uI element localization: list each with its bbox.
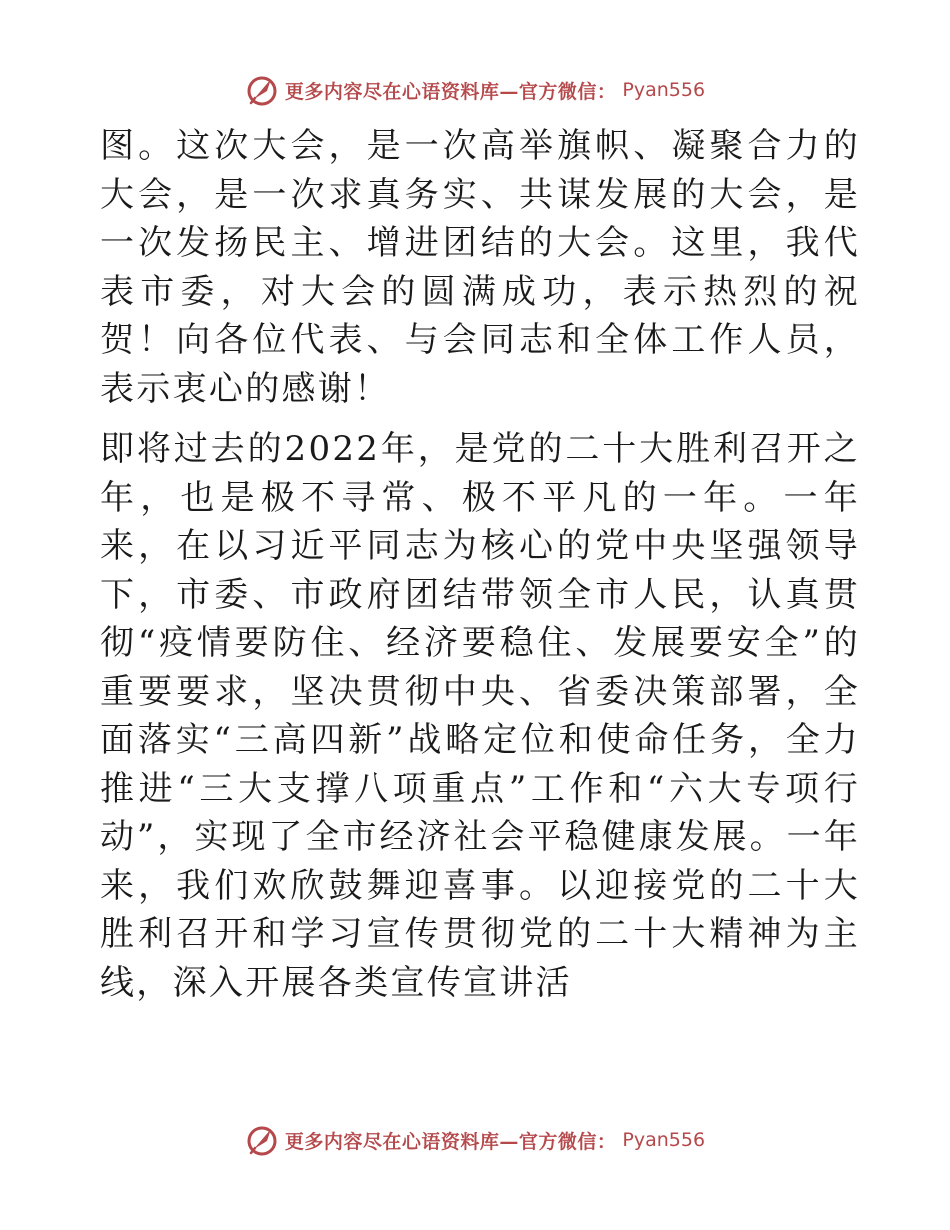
watermark-wechat-id: Pyan556: [622, 79, 706, 101]
feather-pen-circle-icon: [245, 1123, 279, 1157]
watermark-wechat-id: Pyan556: [622, 1129, 706, 1151]
watermark-text: 更多内容尽在心语资料库—官方微信：: [284, 80, 617, 103]
header-watermark: [0, 70, 950, 110]
watermark-group: [245, 1123, 705, 1157]
feather-pen-circle-icon: [245, 73, 279, 107]
document-body: [100, 122, 860, 1007]
paragraph-1: 图。这次大会，是一次高举旗帜、凝聚合力的大会，是一次求真务实、共谋发展的大会，是一次发扬民主、增进团结的大会。这里，我代表市委，对大会的圆满成功，表示热烈的祝贺！向各位代表、与会同志和全体工作人员，表示衷心的感谢！: [100, 126, 860, 409]
watermark-group: [245, 73, 705, 107]
paragraph-2: 即将过去的2022年，是党的二十大胜利召开之年，也是极不寻常、极不平凡的一年。一年来，在以习近平同志为核心的党中央坚强领导下，市委、市政府团结带领全市人民，认真贯彻“疫情要防住、经济要稳住、发展要安全”的重要要求，坚决贯彻中央、省委决策部署，全面落实“三高四新”战略定位和使命任务，全力推进“三大支撑八项重点”工作和“六大专项行动”，实现了全市经济社会平稳健康发展。一年来，我们欢欣鼓舞迎喜事。以迎接党的二十大胜利召开和学习宣传贯彻党的二十大精神为主线，深入开展各类宣传宣讲活: [100, 429, 860, 1003]
watermark-text: 更多内容尽在心语资料库—官方微信：: [284, 1130, 617, 1153]
footer-watermark: [0, 1120, 950, 1160]
